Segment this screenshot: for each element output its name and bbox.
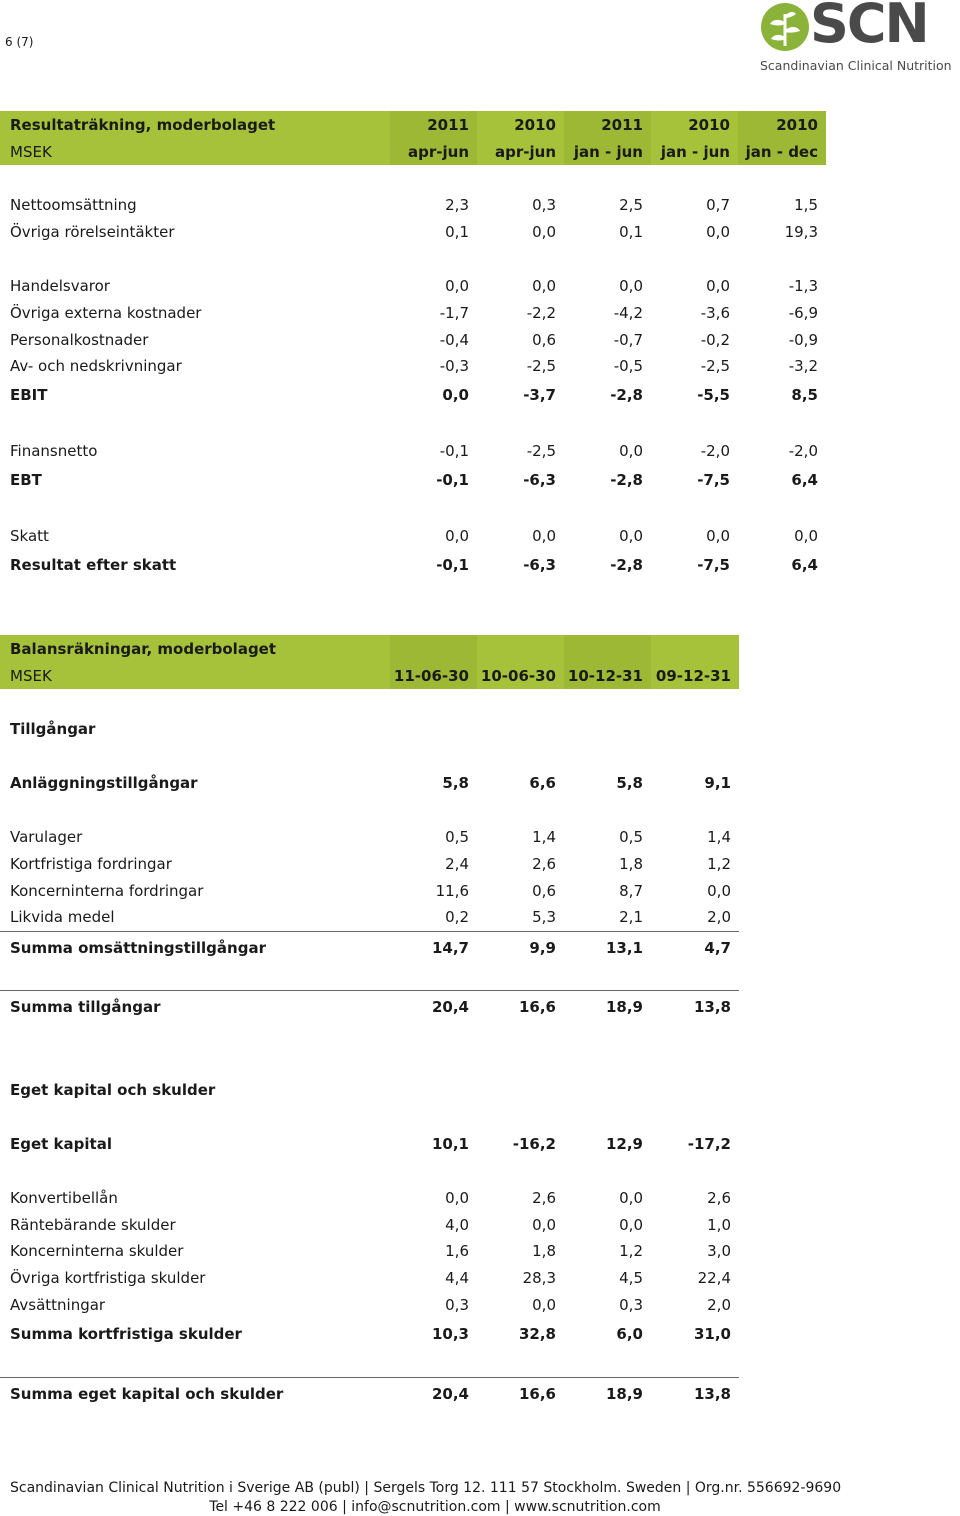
cell: 13,8 xyxy=(651,991,739,1023)
cell: 1,2 xyxy=(619,1242,643,1261)
cell: 1,4 xyxy=(532,827,556,846)
row-label: Summa kortfristiga skulder xyxy=(10,1325,242,1344)
cell: 28,3 xyxy=(522,1269,556,1288)
period-header: jan - jun xyxy=(564,138,651,165)
row-label: Nettoomsättning xyxy=(10,196,137,215)
cell: 12,9 xyxy=(605,1134,643,1153)
cell: 11,6 xyxy=(435,881,469,900)
cell: -1,7 xyxy=(439,303,469,322)
footer-contact: Tel +46 8 222 006 | info@scnutrition.com | www.scnutrition.com xyxy=(209,1499,661,1515)
cell: 0,0 xyxy=(619,526,643,545)
cell: 9,9 xyxy=(477,931,564,963)
leaf-logo-icon xyxy=(760,2,810,52)
cell: -1,3 xyxy=(788,276,818,295)
cell: 6,6 xyxy=(529,774,556,793)
row-label: Anläggningstillgångar xyxy=(10,774,198,793)
row-label: Konvertibellån xyxy=(10,1188,118,1207)
cell: -0,5 xyxy=(613,357,643,376)
cell: 0,1 xyxy=(619,223,643,242)
cell: 5,3 xyxy=(532,908,556,927)
cell: -0,1 xyxy=(436,555,469,574)
cell: 0,2 xyxy=(445,908,469,927)
row-label: Summa omsättningstillgångar xyxy=(0,931,390,963)
cell: 0,0 xyxy=(445,526,469,545)
balance-date-row xyxy=(0,662,739,689)
cell: -2,0 xyxy=(700,442,730,461)
cell: -5,5 xyxy=(697,386,730,405)
cell: -2,0 xyxy=(788,442,818,461)
logo-wordmark: SCN xyxy=(810,0,928,55)
cell: 2,0 xyxy=(707,908,731,927)
cell: 10,3 xyxy=(431,1325,469,1344)
table-row-total xyxy=(0,1378,739,1410)
table-row-total xyxy=(0,991,739,1023)
cell: 0,0 xyxy=(532,526,556,545)
cell: -0,1 xyxy=(436,471,469,490)
cell: -0,2 xyxy=(700,330,730,349)
cell: 2,6 xyxy=(532,1188,556,1207)
section-heading xyxy=(0,716,739,743)
balance-title: Balansräkningar, moderbolaget xyxy=(0,635,390,662)
period-header: apr-jun xyxy=(390,138,477,165)
cell: 0,0 xyxy=(532,1215,556,1234)
cell: -0,1 xyxy=(439,442,469,461)
cell: -0,9 xyxy=(788,330,818,349)
table-row xyxy=(0,1131,739,1158)
table-row xyxy=(0,219,826,246)
cell: 0,3 xyxy=(445,1295,469,1314)
period-header: apr-jun xyxy=(477,138,564,165)
cell: -6,9 xyxy=(788,303,818,322)
cell: 0,0 xyxy=(706,526,730,545)
period-header: jan - jun xyxy=(651,138,738,165)
cell: -2,5 xyxy=(700,357,730,376)
cell: -3,7 xyxy=(523,386,556,405)
row-label: EBIT xyxy=(10,386,48,405)
balance-header-row xyxy=(0,635,739,662)
cell: 2,3 xyxy=(445,196,469,215)
section-heading xyxy=(0,1077,739,1104)
cell: 10,1 xyxy=(431,1134,469,1153)
cell: 18,9 xyxy=(564,1378,651,1410)
row-label: Avsättningar xyxy=(10,1295,106,1314)
cell: -3,2 xyxy=(788,357,818,376)
date-header: 09-12-31 xyxy=(651,662,739,689)
period-header: jan - dec xyxy=(738,138,826,165)
cell: 0,0 xyxy=(619,1188,643,1207)
cell: 0,0 xyxy=(532,1295,556,1314)
cell: 0,7 xyxy=(706,196,730,215)
row-label: EBT xyxy=(10,471,42,490)
row-label: Personalkostnader xyxy=(10,330,149,349)
table-row xyxy=(0,299,826,326)
year-header: 2010 xyxy=(477,111,564,138)
cell: 2,1 xyxy=(619,908,643,927)
cell: 1,8 xyxy=(532,1242,556,1261)
cell: 19,3 xyxy=(784,223,818,242)
year-header: 2010 xyxy=(651,111,738,138)
cell: 2,5 xyxy=(619,196,643,215)
footer-address: Scandinavian Clinical Nutrition i Sverige AB (publ) | Sergels Torg 12. 111 57 Stockholm. Sweden | Org.nr. 556692-9690 xyxy=(10,1480,842,1496)
table-row xyxy=(0,824,739,851)
row-label: Skatt xyxy=(10,526,49,545)
cell: 1,4 xyxy=(707,827,731,846)
table-row xyxy=(0,1184,739,1211)
page-number: 6 (7) xyxy=(5,35,34,49)
table-row xyxy=(0,1238,739,1265)
cell: 1,5 xyxy=(794,196,818,215)
row-label: Summa tillgångar xyxy=(0,991,390,1023)
row-label: Av- och nedskrivningar xyxy=(10,357,182,376)
cell: 0,0 xyxy=(445,1188,469,1207)
cell: 4,0 xyxy=(445,1215,469,1234)
cell: 0,0 xyxy=(445,276,469,295)
cell: 1,2 xyxy=(707,854,731,873)
row-label: Varulager xyxy=(10,827,83,846)
assets-heading: Tillgångar xyxy=(10,720,96,739)
cell: -2,5 xyxy=(526,442,556,461)
table-row-total xyxy=(0,549,826,580)
table-row xyxy=(0,326,826,353)
cell: -0,4 xyxy=(439,330,469,349)
cell: 0,0 xyxy=(619,276,643,295)
cell: 4,7 xyxy=(651,931,739,963)
row-label: Räntebärande skulder xyxy=(10,1215,176,1234)
cell: 4,4 xyxy=(445,1269,469,1288)
table-row xyxy=(0,273,826,300)
cell: 0,0 xyxy=(706,276,730,295)
cell: 18,9 xyxy=(564,991,651,1023)
equity-liabilities-heading: Eget kapital och skulder xyxy=(10,1081,216,1100)
date-header: 10-12-31 xyxy=(564,662,651,689)
cell: -7,5 xyxy=(697,555,730,574)
cell: -0,3 xyxy=(439,357,469,376)
row-label: Övriga externa kostnader xyxy=(10,303,202,322)
cell: 4,5 xyxy=(619,1269,643,1288)
cell: -7,5 xyxy=(697,471,730,490)
cell: -4,2 xyxy=(613,303,643,322)
income-unit: MSEK xyxy=(0,138,390,165)
year-header: 2011 xyxy=(390,111,477,138)
row-label: Handelsvaror xyxy=(10,276,110,295)
cell: -2,8 xyxy=(610,471,643,490)
cell: 22,4 xyxy=(697,1269,731,1288)
cell: 16,6 xyxy=(477,1378,564,1410)
cell: 0,0 xyxy=(442,386,469,405)
cell: 0,3 xyxy=(619,1295,643,1314)
cell: -6,3 xyxy=(523,471,556,490)
table-row xyxy=(0,1211,739,1238)
row-label: Eget kapital xyxy=(10,1134,112,1153)
cell: -2,8 xyxy=(610,386,643,405)
table-row-total xyxy=(0,931,739,963)
year-header: 2011 xyxy=(564,111,651,138)
cell: 9,1 xyxy=(704,774,731,793)
table-row xyxy=(0,353,826,380)
table-row xyxy=(0,850,739,877)
table-row xyxy=(0,904,739,931)
cell: 0,5 xyxy=(445,827,469,846)
cell: -16,2 xyxy=(512,1134,556,1153)
income-statement-table xyxy=(0,111,826,580)
cell: 0,0 xyxy=(706,223,730,242)
cell: 8,5 xyxy=(791,386,818,405)
cell: 3,0 xyxy=(707,1242,731,1261)
cell: 13,1 xyxy=(564,931,651,963)
cell: -3,6 xyxy=(700,303,730,322)
cell: 0,5 xyxy=(619,827,643,846)
table-row-total xyxy=(0,380,826,411)
cell: 16,6 xyxy=(477,991,564,1023)
cell: -2,5 xyxy=(526,357,556,376)
cell: 2,6 xyxy=(532,854,556,873)
company-logo xyxy=(760,0,960,74)
cell: 6,4 xyxy=(791,555,818,574)
cell: 0,6 xyxy=(532,330,556,349)
cell: 0,6 xyxy=(532,881,556,900)
cell: -0,7 xyxy=(613,330,643,349)
table-row xyxy=(0,523,826,550)
cell: -17,2 xyxy=(687,1134,731,1153)
cell: 0,0 xyxy=(532,223,556,242)
cell: -2,8 xyxy=(610,555,643,574)
cell: 0,0 xyxy=(707,881,731,900)
cell: 2,6 xyxy=(707,1188,731,1207)
cell: 0,0 xyxy=(532,276,556,295)
row-label: Resultat efter skatt xyxy=(10,555,177,574)
logo-subtitle: Scandinavian Clinical Nutrition xyxy=(760,58,952,73)
row-label: Övriga rörelseintäkter xyxy=(10,223,175,242)
cell: 20,4 xyxy=(390,1378,477,1410)
row-label: Kortfristiga fordringar xyxy=(10,854,172,873)
table-row xyxy=(0,1292,739,1319)
table-row xyxy=(0,192,826,219)
table-row xyxy=(0,770,739,797)
cell: 6,4 xyxy=(791,471,818,490)
cell: 0,1 xyxy=(445,223,469,242)
table-row-total xyxy=(0,465,826,496)
row-label: Koncerninterna fordringar xyxy=(10,881,204,900)
cell: 1,0 xyxy=(707,1215,731,1234)
cell: 0,0 xyxy=(619,442,643,461)
table-row xyxy=(0,877,739,904)
row-label: Likvida medel xyxy=(10,908,115,927)
balance-sheet-table xyxy=(0,635,739,1410)
date-header: 10-06-30 xyxy=(477,662,564,689)
cell: -2,2 xyxy=(526,303,556,322)
cell: -6,3 xyxy=(523,555,556,574)
balance-unit: MSEK xyxy=(0,662,390,689)
table-row xyxy=(0,1265,739,1292)
cell: 14,7 xyxy=(390,931,477,963)
income-header-row xyxy=(0,111,826,138)
cell: 6,0 xyxy=(616,1325,643,1344)
row-label: Finansnetto xyxy=(10,442,98,461)
cell: 5,8 xyxy=(442,774,469,793)
cell: 1,6 xyxy=(445,1242,469,1261)
row-label: Summa eget kapital och skulder xyxy=(0,1378,390,1410)
year-header: 2010 xyxy=(738,111,826,138)
cell: 32,8 xyxy=(518,1325,556,1344)
income-title: Resultaträkning, moderbolaget xyxy=(0,111,390,138)
cell: 2,4 xyxy=(445,854,469,873)
income-period-row xyxy=(0,138,826,165)
cell: 0,0 xyxy=(794,526,818,545)
cell: 0,0 xyxy=(619,1215,643,1234)
cell: 13,8 xyxy=(651,1378,739,1410)
cell: 8,7 xyxy=(619,881,643,900)
cell: 0,3 xyxy=(532,196,556,215)
table-row-total xyxy=(0,1318,739,1350)
cell: 5,8 xyxy=(616,774,643,793)
date-header: 11-06-30 xyxy=(390,662,477,689)
row-label: Koncerninterna skulder xyxy=(10,1242,184,1261)
row-label: Övriga kortfristiga skulder xyxy=(10,1269,206,1288)
table-row xyxy=(0,438,826,465)
cell: 1,8 xyxy=(619,854,643,873)
cell: 20,4 xyxy=(390,991,477,1023)
cell: 31,0 xyxy=(693,1325,731,1344)
cell: 2,0 xyxy=(707,1295,731,1314)
